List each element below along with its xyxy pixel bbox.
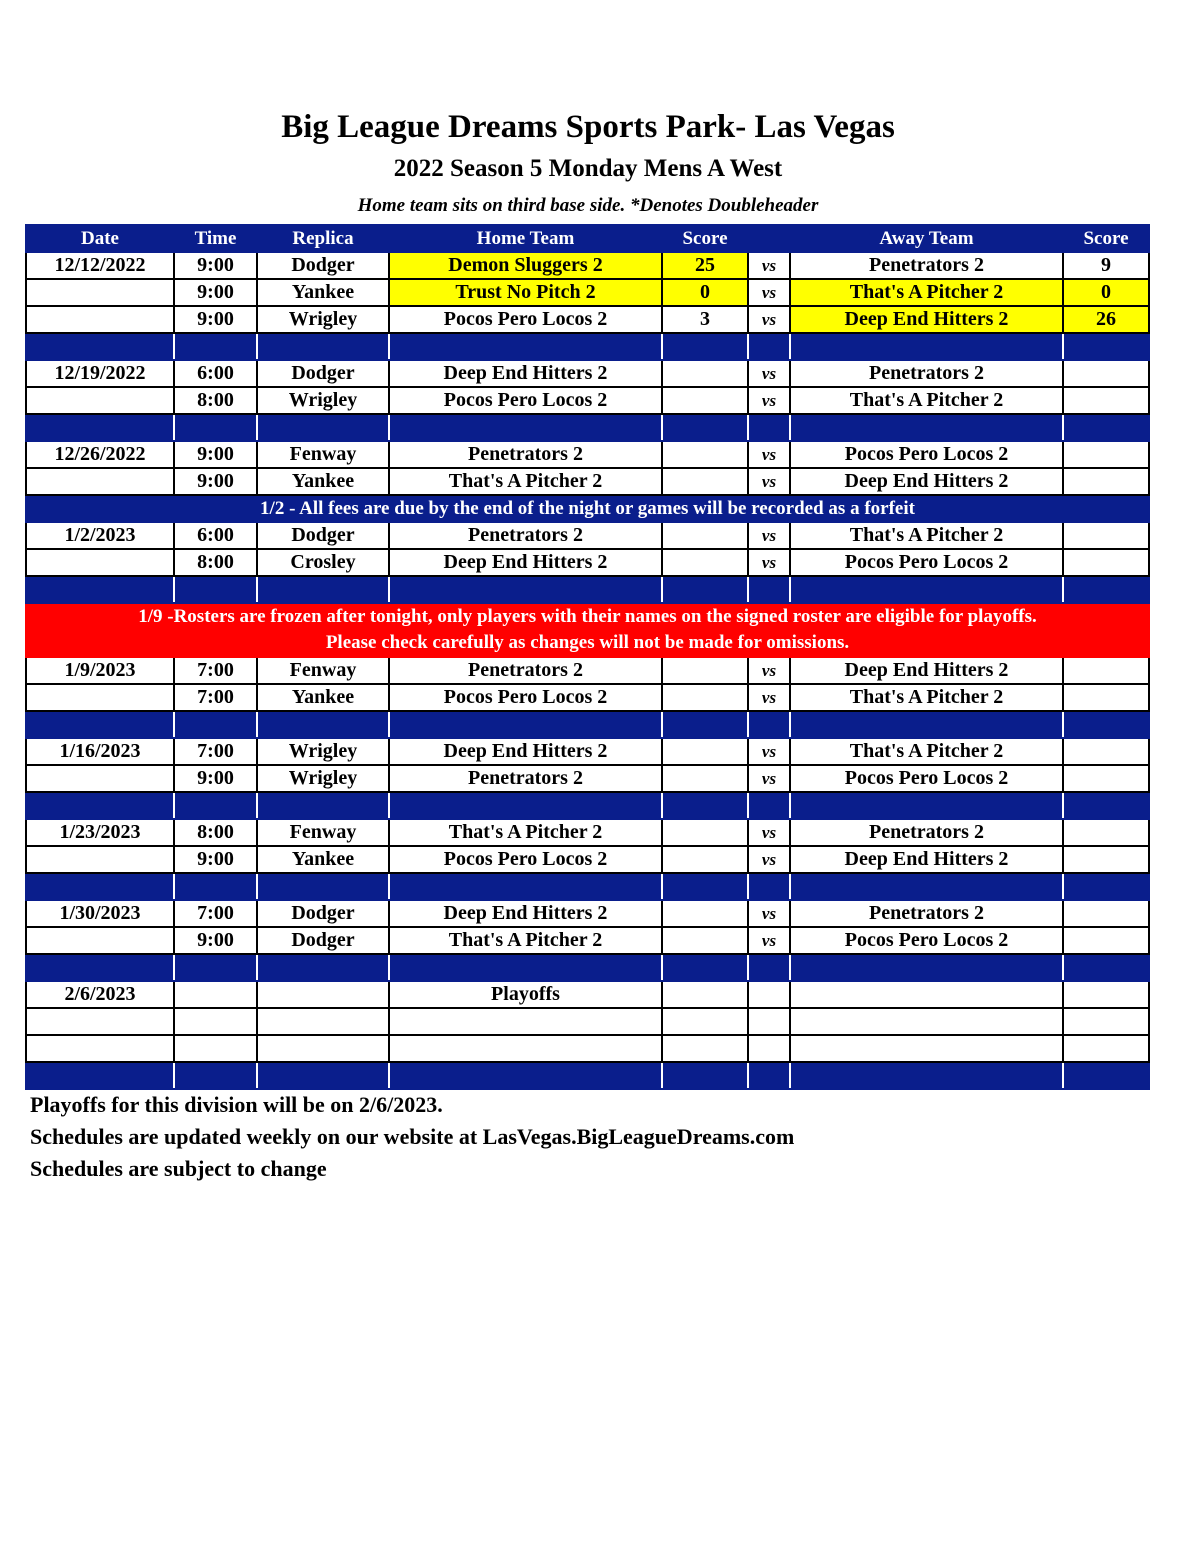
away-team: Penetrators 2 <box>790 900 1063 927</box>
fees-notice: 1/2 - All fees are due by the end of the night or games will be recorded as a forfeit <box>26 495 1149 522</box>
game-field: Fenway <box>257 819 389 846</box>
away-team: That's A Pitcher 2 <box>790 684 1063 711</box>
away-score <box>1063 846 1149 873</box>
separator-cell <box>662 1062 748 1089</box>
vs-label: vs <box>748 738 790 765</box>
vs-label: vs <box>748 387 790 414</box>
away-score: 9 <box>1063 252 1149 279</box>
separator-cell <box>748 576 790 603</box>
away-score <box>1063 981 1149 1008</box>
home-score <box>662 441 748 468</box>
game-row <box>26 522 1149 549</box>
game-field: Dodger <box>257 522 389 549</box>
separator-cell <box>1063 576 1149 603</box>
away-score <box>1063 522 1149 549</box>
game-time: 9:00 <box>174 468 257 495</box>
game-time <box>174 1008 257 1035</box>
separator-cell <box>662 414 748 441</box>
footer-website-note: Schedules are updated weekly on our website at LasVegas.BigLeagueDreams.com <box>30 1124 795 1149</box>
separator-cell <box>1063 792 1149 819</box>
separator-cell <box>26 954 174 981</box>
separator-cell <box>790 954 1063 981</box>
away-team <box>790 1035 1063 1062</box>
game-row <box>26 468 1149 495</box>
separator-cell <box>790 711 1063 738</box>
separator-cell <box>748 333 790 360</box>
away-team: Pocos Pero Locos 2 <box>790 549 1063 576</box>
game-date: 1/9/2023 <box>26 657 174 684</box>
away-team: That's A Pitcher 2 <box>790 738 1063 765</box>
game-field: Dodger <box>257 252 389 279</box>
game-row <box>26 1035 1149 1062</box>
separator-cell <box>257 954 389 981</box>
game-time <box>174 1035 257 1062</box>
separator-cell <box>748 792 790 819</box>
game-date <box>26 279 174 306</box>
separator-cell <box>748 873 790 900</box>
away-score <box>1063 684 1149 711</box>
home-team-header: Home Team <box>389 225 662 252</box>
vs-label: vs <box>748 927 790 954</box>
game-row <box>26 549 1149 576</box>
away-team: Deep End Hitters 2 <box>790 468 1063 495</box>
vs-label: vs <box>748 549 790 576</box>
vs-label: vs <box>748 279 790 306</box>
separator-cell <box>748 711 790 738</box>
separator-row <box>26 1062 1149 1089</box>
vs-label: vs <box>748 900 790 927</box>
away-team: That's A Pitcher 2 <box>790 522 1063 549</box>
separator-row <box>26 333 1149 360</box>
away-team: Deep End Hitters 2 <box>790 657 1063 684</box>
page-title: Big League Dreams Sports Park- Las Vegas <box>281 109 895 145</box>
separator-cell <box>790 333 1063 360</box>
game-date: 1/16/2023 <box>26 738 174 765</box>
roster-alert <box>26 603 1149 657</box>
away-score <box>1063 360 1149 387</box>
separator-cell <box>662 711 748 738</box>
separator-cell <box>748 414 790 441</box>
home-team: Deep End Hitters 2 <box>389 360 662 387</box>
away-team-header: Away Team <box>790 225 1063 252</box>
separator-cell <box>257 873 389 900</box>
vs-label: vs <box>748 468 790 495</box>
home-score <box>662 549 748 576</box>
game-row <box>26 684 1149 711</box>
replica-header: Replica <box>257 225 389 252</box>
away-team: Pocos Pero Locos 2 <box>790 441 1063 468</box>
vs-label: vs <box>748 846 790 873</box>
game-field: Dodger <box>257 360 389 387</box>
game-date <box>26 549 174 576</box>
separator-cell <box>257 414 389 441</box>
home-score: 3 <box>662 306 748 333</box>
separator-cell <box>257 576 389 603</box>
game-field: Dodger <box>257 927 389 954</box>
home-team: Penetrators 2 <box>389 657 662 684</box>
separator-cell <box>26 1062 174 1089</box>
home-score <box>662 981 748 1008</box>
game-time: 6:00 <box>174 522 257 549</box>
game-time: 6:00 <box>174 360 257 387</box>
game-row <box>26 846 1149 873</box>
separator-cell <box>389 711 662 738</box>
away-team <box>790 1008 1063 1035</box>
game-field <box>257 1008 389 1035</box>
fees-notice-row <box>26 495 1149 522</box>
roster-alert-row <box>26 603 1149 657</box>
vs-label: vs <box>748 441 790 468</box>
separator-cell <box>257 1062 389 1089</box>
game-row <box>26 360 1149 387</box>
game-date: 12/19/2022 <box>26 360 174 387</box>
separator-cell <box>174 792 257 819</box>
home-team: Deep End Hitters 2 <box>389 738 662 765</box>
vs-label: vs <box>748 360 790 387</box>
separator-row <box>26 414 1149 441</box>
separator-cell <box>748 954 790 981</box>
away-score-header: Score <box>1063 225 1149 252</box>
away-team: Pocos Pero Locos 2 <box>790 927 1063 954</box>
home-team <box>389 1008 662 1035</box>
game-field <box>257 1035 389 1062</box>
page-subtitle: 2022 Season 5 Monday Mens A West <box>393 155 783 182</box>
away-team: Penetrators 2 <box>790 360 1063 387</box>
game-time: 9:00 <box>174 252 257 279</box>
home-score <box>662 360 748 387</box>
game-date <box>26 765 174 792</box>
game-time: 8:00 <box>174 387 257 414</box>
schedule-note: Home team sits on third base side. *Denotes Doubleheader <box>357 195 819 216</box>
game-date <box>26 846 174 873</box>
game-row <box>26 765 1149 792</box>
separator-cell <box>790 1062 1063 1089</box>
separator-cell <box>174 576 257 603</box>
away-score <box>1063 468 1149 495</box>
away-score <box>1063 819 1149 846</box>
game-row <box>26 441 1149 468</box>
separator-cell <box>26 711 174 738</box>
separator-cell <box>1063 954 1149 981</box>
home-score: 25 <box>662 252 748 279</box>
game-row <box>26 387 1149 414</box>
game-field: Dodger <box>257 900 389 927</box>
game-date <box>26 1008 174 1035</box>
game-date <box>26 468 174 495</box>
game-row <box>26 252 1149 279</box>
away-score <box>1063 765 1149 792</box>
roster-alert-line-2: Please check carefully as changes will not be made for omissions. <box>325 632 850 653</box>
separator-cell <box>257 333 389 360</box>
home-team: Pocos Pero Locos 2 <box>389 846 662 873</box>
footer-change-note: Schedules are subject to change <box>30 1156 327 1181</box>
vs-label: vs <box>748 684 790 711</box>
away-score: 26 <box>1063 306 1149 333</box>
vs-label: vs <box>748 306 790 333</box>
game-row <box>26 1008 1149 1035</box>
vs-label <box>748 1035 790 1062</box>
game-field: Wrigley <box>257 765 389 792</box>
game-row <box>26 981 1149 1008</box>
vs-label: vs <box>748 819 790 846</box>
separator-row <box>26 792 1149 819</box>
separator-cell <box>174 711 257 738</box>
game-time: 9:00 <box>174 927 257 954</box>
game-time: 9:00 <box>174 846 257 873</box>
date-header: Date <box>26 225 174 252</box>
separator-cell <box>26 873 174 900</box>
home-team: Trust No Pitch 2 <box>389 279 662 306</box>
game-time: 9:00 <box>174 306 257 333</box>
home-score <box>662 522 748 549</box>
game-row <box>26 900 1149 927</box>
home-team: Pocos Pero Locos 2 <box>389 684 662 711</box>
vs-label: vs <box>748 765 790 792</box>
separator-cell <box>26 576 174 603</box>
away-score: 0 <box>1063 279 1149 306</box>
game-field: Yankee <box>257 279 389 306</box>
separator-cell <box>389 333 662 360</box>
separator-cell <box>662 333 748 360</box>
roster-alert-line-1: 1/9 -Rosters are frozen after tonight, only players with their names on the signed roster are eligible for playoffs. <box>138 606 1037 627</box>
game-date: 12/12/2022 <box>26 252 174 279</box>
game-field: Wrigley <box>257 387 389 414</box>
away-team: Pocos Pero Locos 2 <box>790 765 1063 792</box>
game-time: 7:00 <box>174 657 257 684</box>
separator-row <box>26 954 1149 981</box>
game-field: Yankee <box>257 684 389 711</box>
home-score: 0 <box>662 279 748 306</box>
game-row <box>26 279 1149 306</box>
separator-cell <box>1063 414 1149 441</box>
separator-cell <box>389 1062 662 1089</box>
time-header: Time <box>174 225 257 252</box>
game-date <box>26 387 174 414</box>
game-date: 1/30/2023 <box>26 900 174 927</box>
home-score <box>662 684 748 711</box>
game-time: 9:00 <box>174 279 257 306</box>
home-score <box>662 765 748 792</box>
away-score <box>1063 927 1149 954</box>
away-team: Penetrators 2 <box>790 252 1063 279</box>
away-team: Deep End Hitters 2 <box>790 846 1063 873</box>
separator-cell <box>790 576 1063 603</box>
game-date: 1/23/2023 <box>26 819 174 846</box>
away-score <box>1063 441 1149 468</box>
separator-cell <box>790 414 1063 441</box>
separator-cell <box>1063 1062 1149 1089</box>
separator-cell <box>257 711 389 738</box>
home-score <box>662 1008 748 1035</box>
home-score <box>662 657 748 684</box>
separator-cell <box>174 414 257 441</box>
home-score <box>662 846 748 873</box>
separator-cell <box>174 333 257 360</box>
home-team: Penetrators 2 <box>389 441 662 468</box>
separator-cell <box>1063 333 1149 360</box>
vs-label <box>748 981 790 1008</box>
away-team: Penetrators 2 <box>790 819 1063 846</box>
separator-row <box>26 711 1149 738</box>
home-team: Deep End Hitters 2 <box>389 900 662 927</box>
game-time: 8:00 <box>174 549 257 576</box>
game-field: Wrigley <box>257 306 389 333</box>
away-team: That's A Pitcher 2 <box>790 387 1063 414</box>
home-score <box>662 738 748 765</box>
home-team: Pocos Pero Locos 2 <box>389 306 662 333</box>
away-score <box>1063 1035 1149 1062</box>
away-score <box>1063 387 1149 414</box>
vs-label: vs <box>748 657 790 684</box>
home-team <box>389 1035 662 1062</box>
separator-cell <box>26 333 174 360</box>
footer-playoffs-note: Playoffs for this division will be on 2/6/2023. <box>30 1092 443 1117</box>
game-date: 2/6/2023 <box>26 981 174 1008</box>
game-time: 9:00 <box>174 441 257 468</box>
separator-cell <box>174 1062 257 1089</box>
vs-label: vs <box>748 522 790 549</box>
separator-cell <box>790 792 1063 819</box>
home-score <box>662 819 748 846</box>
game-row <box>26 819 1149 846</box>
separator-row <box>26 576 1149 603</box>
separator-cell <box>1063 873 1149 900</box>
game-date: 1/2/2023 <box>26 522 174 549</box>
separator-row <box>26 873 1149 900</box>
separator-cell <box>790 873 1063 900</box>
separator-cell <box>257 792 389 819</box>
separator-cell <box>389 414 662 441</box>
away-team <box>790 981 1063 1008</box>
game-field: Fenway <box>257 441 389 468</box>
away-team: Deep End Hitters 2 <box>790 306 1063 333</box>
away-score <box>1063 1008 1149 1035</box>
game-date: 12/26/2022 <box>26 441 174 468</box>
game-date <box>26 306 174 333</box>
separator-cell <box>389 576 662 603</box>
home-team: Deep End Hitters 2 <box>389 549 662 576</box>
separator-cell <box>26 414 174 441</box>
game-time: 7:00 <box>174 684 257 711</box>
home-team: That's A Pitcher 2 <box>389 819 662 846</box>
game-row <box>26 738 1149 765</box>
game-date <box>26 927 174 954</box>
separator-cell <box>748 1062 790 1089</box>
home-team: Penetrators 2 <box>389 765 662 792</box>
game-row <box>26 657 1149 684</box>
away-score <box>1063 900 1149 927</box>
home-score <box>662 387 748 414</box>
home-team: That's A Pitcher 2 <box>389 468 662 495</box>
separator-cell <box>389 954 662 981</box>
separator-cell <box>662 873 748 900</box>
home-team: Demon Sluggers 2 <box>389 252 662 279</box>
home-score-header: Score <box>662 225 748 252</box>
header-row <box>26 225 1149 252</box>
game-field <box>257 981 389 1008</box>
game-field: Wrigley <box>257 738 389 765</box>
separator-cell <box>662 954 748 981</box>
separator-cell <box>174 873 257 900</box>
away-score <box>1063 657 1149 684</box>
game-row <box>26 306 1149 333</box>
game-time: 7:00 <box>174 738 257 765</box>
game-date <box>26 684 174 711</box>
game-time: 8:00 <box>174 819 257 846</box>
separator-cell <box>26 792 174 819</box>
home-score <box>662 468 748 495</box>
game-date <box>26 1035 174 1062</box>
separator-cell <box>1063 711 1149 738</box>
separator-cell <box>662 576 748 603</box>
away-score <box>1063 549 1149 576</box>
separator-cell <box>662 792 748 819</box>
schedule-table <box>25 224 1150 1090</box>
game-field: Yankee <box>257 846 389 873</box>
vs-label <box>748 1008 790 1035</box>
vs-header <box>748 225 790 252</box>
game-field: Crosley <box>257 549 389 576</box>
game-row <box>26 927 1149 954</box>
home-team: That's A Pitcher 2 <box>389 927 662 954</box>
home-team: Penetrators 2 <box>389 522 662 549</box>
home-team: Playoffs <box>389 981 662 1008</box>
home-team: Pocos Pero Locos 2 <box>389 387 662 414</box>
separator-cell <box>389 873 662 900</box>
game-field: Fenway <box>257 657 389 684</box>
away-team: That's A Pitcher 2 <box>790 279 1063 306</box>
away-score <box>1063 738 1149 765</box>
vs-label: vs <box>748 252 790 279</box>
home-score <box>662 1035 748 1062</box>
home-score <box>662 900 748 927</box>
game-time <box>174 981 257 1008</box>
game-time: 9:00 <box>174 765 257 792</box>
game-field: Yankee <box>257 468 389 495</box>
separator-cell <box>389 792 662 819</box>
separator-cell <box>174 954 257 981</box>
game-time: 7:00 <box>174 900 257 927</box>
home-score <box>662 927 748 954</box>
